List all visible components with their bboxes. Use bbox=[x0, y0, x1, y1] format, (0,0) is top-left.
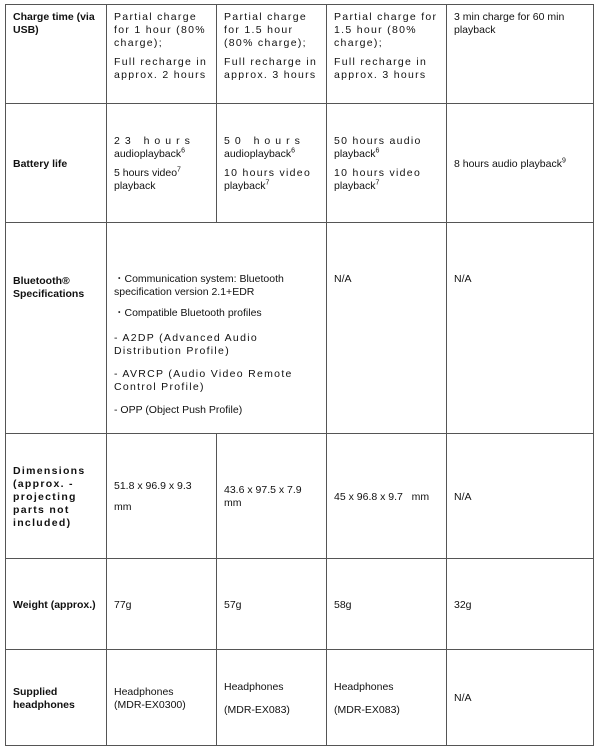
cell-battery-1 bbox=[107, 104, 217, 223]
cell-text: 50 hours bbox=[224, 135, 305, 147]
cell-dimensions-2: 43.6 x 97.5 x 7.9 mm bbox=[217, 434, 327, 559]
cell-text: 8 hours audio playback bbox=[454, 157, 562, 170]
cell-text: 5 hours video bbox=[114, 167, 178, 179]
cell-text: Headphones bbox=[114, 685, 174, 698]
footnote-ref: 7 bbox=[265, 179, 270, 187]
row-bluetooth bbox=[6, 223, 594, 434]
cell-bluetooth-1 bbox=[107, 223, 327, 434]
label-charge-time: Charge time (via USB) bbox=[6, 5, 107, 104]
row-charge-time bbox=[6, 5, 594, 104]
spec-table bbox=[5, 4, 594, 746]
cell-charge-2 bbox=[217, 5, 327, 104]
footnote-ref: 7 bbox=[375, 179, 380, 187]
cell-text: (MDR-EX083) bbox=[224, 703, 290, 716]
cell-bluetooth-3: N/A bbox=[327, 223, 447, 434]
cell-text: ・Compatible Bluetooth profiles bbox=[114, 307, 262, 319]
cell-text: 10 hours video bbox=[224, 167, 312, 179]
cell-weight-2: 57g bbox=[217, 559, 327, 650]
cell-charge-4: 3 min charge for 60 min playback bbox=[447, 5, 594, 104]
footnote-ref: 9 bbox=[562, 157, 566, 164]
cell-text: - AVRCP (Audio Video Remote Control Profile) bbox=[114, 368, 293, 393]
cell-text: mm bbox=[114, 501, 132, 513]
row-battery-life bbox=[6, 104, 594, 223]
cell-charge-1 bbox=[107, 5, 217, 104]
cell-text: playback bbox=[334, 148, 376, 160]
cell-headphones-4: N/A bbox=[447, 650, 594, 746]
cell-battery-3 bbox=[327, 104, 447, 223]
label-weight: Weight (approx.) bbox=[6, 559, 107, 650]
cell-headphones-2 bbox=[217, 650, 327, 746]
footnote-ref: 6 bbox=[375, 147, 380, 155]
cell-text: playback bbox=[114, 180, 156, 192]
footnote-ref: 7 bbox=[177, 166, 181, 174]
cell-text: Partial charge for 1.5 hour (80% charge); bbox=[334, 11, 438, 49]
cell-text: ・Communication system: Bluetooth specification version 2.1+EDR bbox=[114, 273, 284, 298]
label-headphones: Supplied headphones bbox=[6, 650, 107, 746]
cell-text: 51.8 x 96.9 x 9.3 bbox=[114, 480, 192, 492]
cell-text: Full recharge in approx. 2 hours bbox=[114, 56, 208, 81]
label-dimensions: Dimensions (approx. - projecting parts not included) bbox=[6, 434, 107, 559]
cell-text: (MDR-EX083) bbox=[334, 703, 400, 716]
label-battery-life: Battery life bbox=[6, 104, 107, 223]
cell-battery-2 bbox=[217, 104, 327, 223]
cell-text: Headphones bbox=[334, 680, 394, 693]
cell-text: - OPP (Object Push Profile) bbox=[114, 404, 243, 416]
cell-weight-1: 77g bbox=[107, 559, 217, 650]
row-dimensions bbox=[6, 434, 594, 559]
cell-text: - A2DP (Advanced Audio Distribution Profile) bbox=[114, 332, 258, 357]
label-bluetooth: Bluetooth® Specifications bbox=[6, 223, 107, 434]
footnote-ref: 6 bbox=[291, 147, 296, 155]
cell-bluetooth-4: N/A bbox=[447, 223, 594, 434]
cell-headphones-3 bbox=[327, 650, 447, 746]
cell-charge-3 bbox=[327, 5, 447, 104]
cell-battery-4 bbox=[447, 104, 594, 223]
cell-text: Full recharge in approx. 3 hours bbox=[334, 56, 428, 81]
cell-dimensions-4: N/A bbox=[447, 434, 594, 559]
cell-text: (MDR-EX0300) bbox=[114, 698, 186, 711]
cell-text: audioplayback bbox=[114, 148, 182, 160]
row-weight bbox=[6, 559, 594, 650]
cell-text: Full recharge in approx. 3 hours bbox=[224, 56, 318, 81]
cell-text: 23 hours bbox=[114, 135, 195, 147]
cell-text: Headphones bbox=[224, 680, 284, 693]
row-headphones bbox=[6, 650, 594, 746]
footnote-ref: 6 bbox=[181, 147, 186, 155]
cell-text: 50 hours audio bbox=[334, 135, 422, 147]
cell-headphones-1 bbox=[107, 650, 217, 746]
cell-weight-4: 32g bbox=[447, 559, 594, 650]
cell-dimensions-3: 45 x 96.8 x 9.7 mm bbox=[327, 434, 447, 559]
cell-weight-3: 58g bbox=[327, 559, 447, 650]
cell-text: playback bbox=[334, 180, 376, 192]
cell-text: Partial charge for 1 hour (80% charge); bbox=[114, 11, 206, 49]
cell-text: 10 hours video bbox=[334, 167, 422, 179]
cell-text: Partial charge for 1.5 hour (80% charge); bbox=[224, 11, 307, 49]
cell-dimensions-1 bbox=[107, 434, 217, 559]
cell-text: audioplayback bbox=[224, 148, 292, 160]
cell-text: playback bbox=[224, 180, 266, 192]
